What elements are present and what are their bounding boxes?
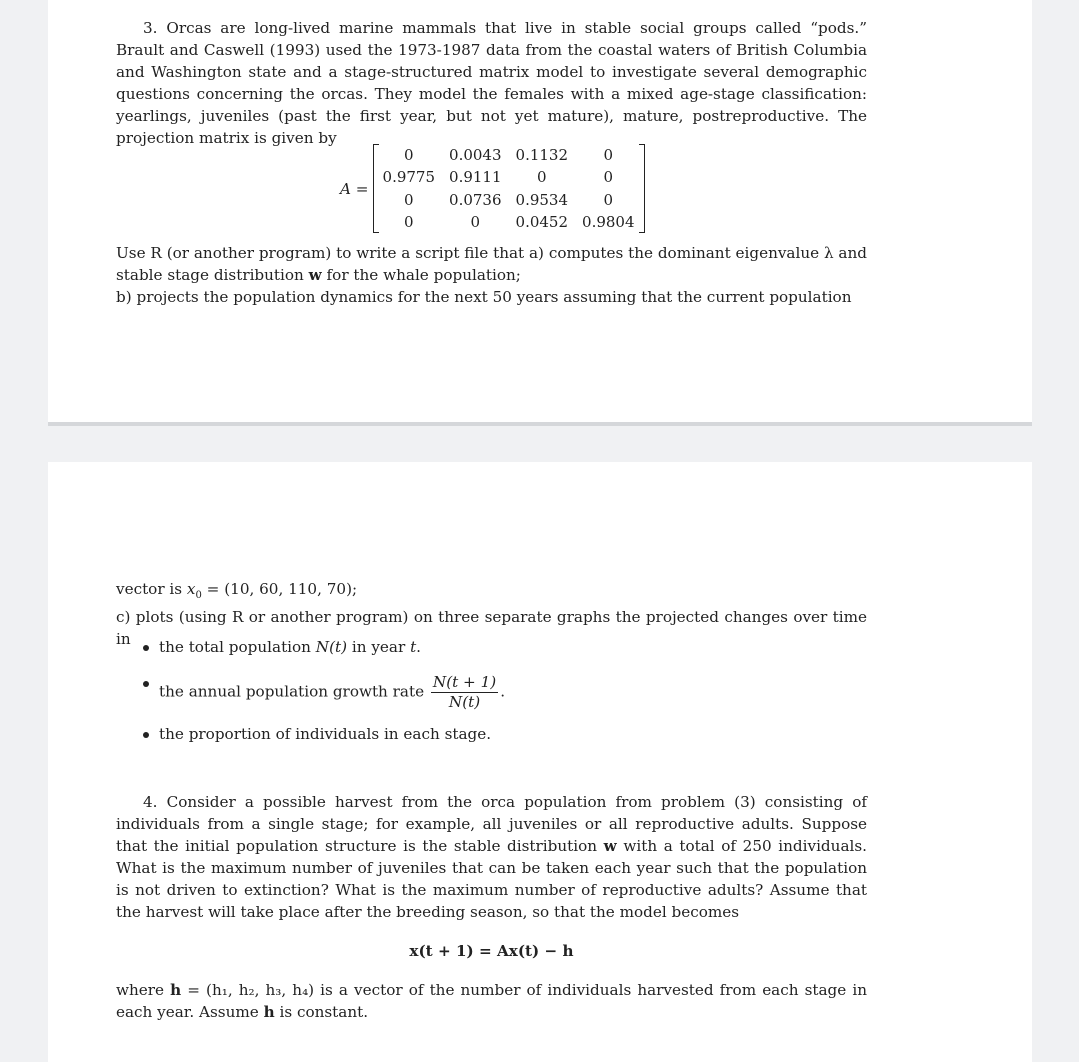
vector-sub: 0 [195, 590, 202, 602]
matrix-row [376, 166, 642, 188]
bullet2-end: . [500, 682, 506, 701]
harvest-equation: x(t + 1) = Ax(t) − h [409, 942, 574, 960]
problem-4-para2-text [116, 980, 867, 1024]
task-a-text: Use R (or another program) to write a script file that a) computes the dominant eigenvalue λ and stable stage distribution [116, 244, 867, 284]
para2-h2: h [263, 1002, 275, 1021]
vector-line [116, 579, 867, 607]
task-c: c) plots (using R or another program) on three separate graphs the projected changes over time in [116, 607, 867, 648]
matrix-cell: 0 [404, 213, 414, 232]
matrix-cell: 0.0736 [449, 190, 502, 209]
bullet1-text-b: in year [347, 638, 411, 656]
task-b: b) projects the population dynamics for the next 50 years assuming that the current population [116, 287, 852, 306]
page-2 [48, 462, 1032, 1062]
matrix-cell: 0.9804 [582, 213, 635, 232]
vector-line-text: vector is [116, 580, 187, 598]
growth-rate-fraction [431, 673, 498, 712]
matrix-table [376, 144, 642, 233]
matrix-cell: 0.9775 [382, 168, 436, 187]
bullet-stage-proportion: the proportion of individuals in each stage. [116, 724, 867, 746]
fraction-denominator: N(t) [448, 692, 481, 711]
bullet-list [116, 637, 867, 746]
page-divider [48, 422, 1032, 426]
matrix-row [376, 189, 642, 211]
task-a [116, 243, 867, 287]
vector-value: = (10, 60, 110, 70); [201, 580, 358, 598]
bullet-growth-rate [116, 673, 867, 712]
task-a-w: w [308, 265, 322, 284]
para2-b: = (h₁, h₂, h₃, h₄) is a vector of the number of individuals harvested from each stage in each year. Assume [116, 981, 867, 1021]
matrix-cell: 0.0452 [515, 213, 569, 232]
bullet1-end: . [416, 638, 421, 656]
vector-var: x [186, 580, 196, 598]
matrix-cell: 0 [603, 168, 614, 187]
problem-3-intro-text: 3. Orcas are long-lived marine mammals that live in stable social groups called “pods.” Brault and Caswell (1993) used the 1973-1987 data from the coastal waters of British Columbia and Washington state and a stage-structured matrix model to investigate several demographic questions concerning the orcas. They model the females with a mixed age-stage classification: yearlings, juveniles (past the first year, but not yet mature), mature, postreproductive. The projection matrix is given by [116, 19, 867, 147]
matrix-cell: 0 [603, 190, 614, 209]
para2-h: h [170, 981, 182, 999]
problem-4-para1 [116, 792, 867, 923]
matrix-cell: 0.9534 [515, 190, 569, 209]
matrix-cell: 0.9111 [449, 168, 502, 187]
matrix-row [376, 211, 642, 233]
matrix-cell: 0 [470, 213, 481, 232]
fraction-numerator: N(t + 1) [432, 672, 497, 691]
problem-4-para2 [116, 980, 867, 1024]
matrix-equals: = [350, 179, 369, 198]
matrix-cell: 0.0043 [449, 146, 502, 165]
matrix-brackets [373, 144, 645, 233]
matrix-cell: 0 [404, 146, 414, 165]
bullet1-text: the total population [159, 638, 316, 656]
problem-4-w: w [603, 836, 617, 855]
matrix-cell: 0.1132 [515, 146, 569, 165]
bullet1-var: N(t) [315, 638, 348, 656]
task-a-text-end: for the whale population; [321, 265, 521, 284]
matrix-cell: 0 [404, 190, 414, 209]
problem-4-text-b: with a total of 250 individuals. What is the maximum number of juveniles that can be taken each year such that the population is not driven to extinction? What is the maximum number of reproductive adults? Assume that the harvest will take place after the breeding season, so that the model becomes [116, 836, 867, 921]
problem-3-intro [116, 18, 867, 149]
para2-a: where [116, 981, 171, 999]
para2-c: is constant. [274, 1002, 369, 1021]
bullet1-t: t [410, 638, 417, 656]
bullet-total-population [116, 637, 867, 659]
problem-4-text-a: 4. Consider a possible harvest from the orca population from problem (3) consisting of individuals from a single stage; for example, all juveniles or all reproductive adults. Suppose that the initial population structure is the stable distribution [116, 793, 867, 855]
problem-3-tasks-ab [116, 243, 867, 309]
matrix-cell: 0 [603, 146, 614, 165]
matrix-label: A [340, 179, 351, 198]
projection-matrix [340, 144, 645, 233]
bullet2-text: the annual population growth rate [159, 682, 429, 701]
matrix-cell: 0 [537, 168, 547, 187]
problem-4 [116, 792, 867, 923]
matrix-row [376, 144, 642, 166]
